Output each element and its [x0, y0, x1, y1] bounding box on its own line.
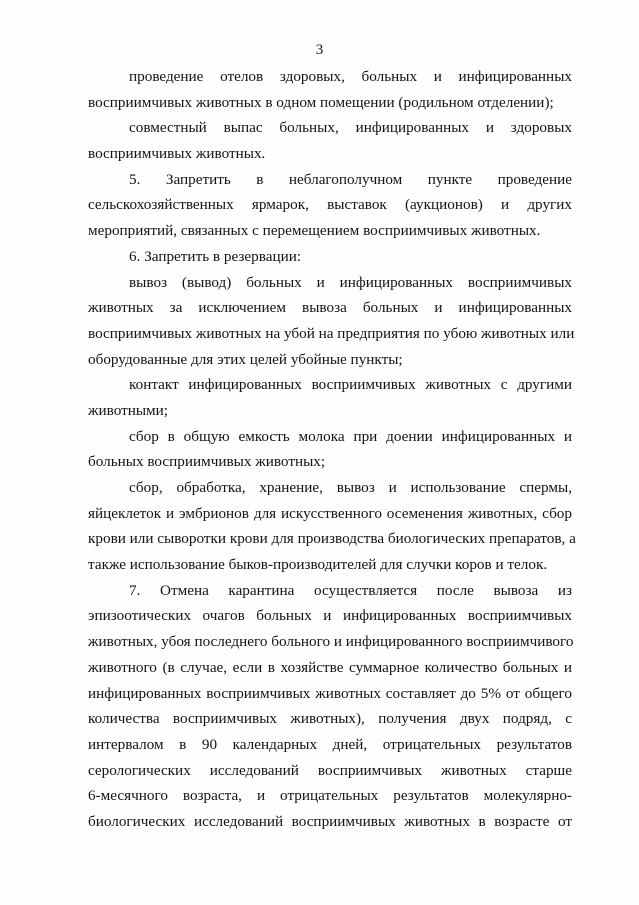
text-line-2: восприимчивых животных в одном помещении (родильном отделении);: [88, 93, 554, 111]
text-line-4: восприимчивых животных.: [88, 145, 266, 163]
text-line-6: сельскохозяйственных ярмарок, выставок (аукционов) и других: [88, 196, 572, 214]
text-line-27: интервалом в 90 календарных дней, отрицательных результатов: [88, 735, 572, 753]
text-line-8: 6. Запретить в резервации:: [129, 247, 302, 265]
text-line-26: количества восприимчивых животных), получения двух подряд, с: [88, 710, 572, 728]
text-line-14: животными;: [88, 401, 169, 419]
text-line-12: оборудованные для этих целей убойные пункты;: [88, 350, 403, 368]
text-line-28: серологических исследований восприимчивых животных старше: [88, 761, 572, 779]
text-line-25: инфицированных восприимчивых животных составляет до 5% от общего: [88, 684, 572, 702]
text-line-29: 6-месячного возраста, и отрицательных результатов молекулярно-: [88, 787, 572, 805]
text-line-15: сбор в общую емкость молока при доении инфицированных и: [129, 427, 572, 445]
text-line-18: яйцеклеток и эмбрионов для искусственного осеменения животных, сбор: [88, 504, 572, 522]
text-line-21: 7. Отмена карантина осуществляется после вывоза из: [129, 581, 572, 599]
text-line-30: биологических исследований восприимчивых животных в возрасте от: [88, 812, 572, 830]
text-line-22: эпизоотических очагов больных и инфицированных восприимчивых: [88, 607, 572, 625]
text-line-23: животных, убоя последнего больного и инфицированного восприимчивого: [88, 633, 574, 651]
text-line-13: контакт инфицированных восприимчивых животных с другими: [129, 376, 572, 394]
document-body: [88, 64, 576, 835]
text-line-17: сбор, обработка, хранение, вывоз и использование спермы,: [129, 479, 572, 496]
text-line-16: больных восприимчивых животных;: [88, 453, 326, 471]
text-line-19: крови или сыворотки крови для производства биологических препаратов, а: [88, 530, 576, 548]
text-line-5: 5. Запретить в неблагополучном пункте проведение: [129, 170, 572, 188]
text-line-3: совместный выпас больных, инфицированных и здоровых: [129, 119, 572, 137]
text-line-1: проведение отелов здоровых, больных и инфицированных: [129, 68, 572, 85]
text-line-24: животного (в случае, если в хозяйстве суммарное количество больных и: [88, 658, 572, 676]
text-line-9: вывоз (вывод) больных и инфицированных восприимчивых: [129, 273, 572, 291]
text-line-10: животных за исключением вывоза больных и инфицированных: [88, 299, 572, 317]
page-number: 3: [315, 42, 324, 58]
text-line-11: восприимчивых животных на убой на предприятия по убою животных или: [88, 324, 575, 342]
text-line-20: также использование быков-производителей для случки коров и телок.: [88, 556, 548, 574]
text-line-7: мероприятий, связанных с перемещением восприимчивых животных.: [88, 222, 541, 240]
